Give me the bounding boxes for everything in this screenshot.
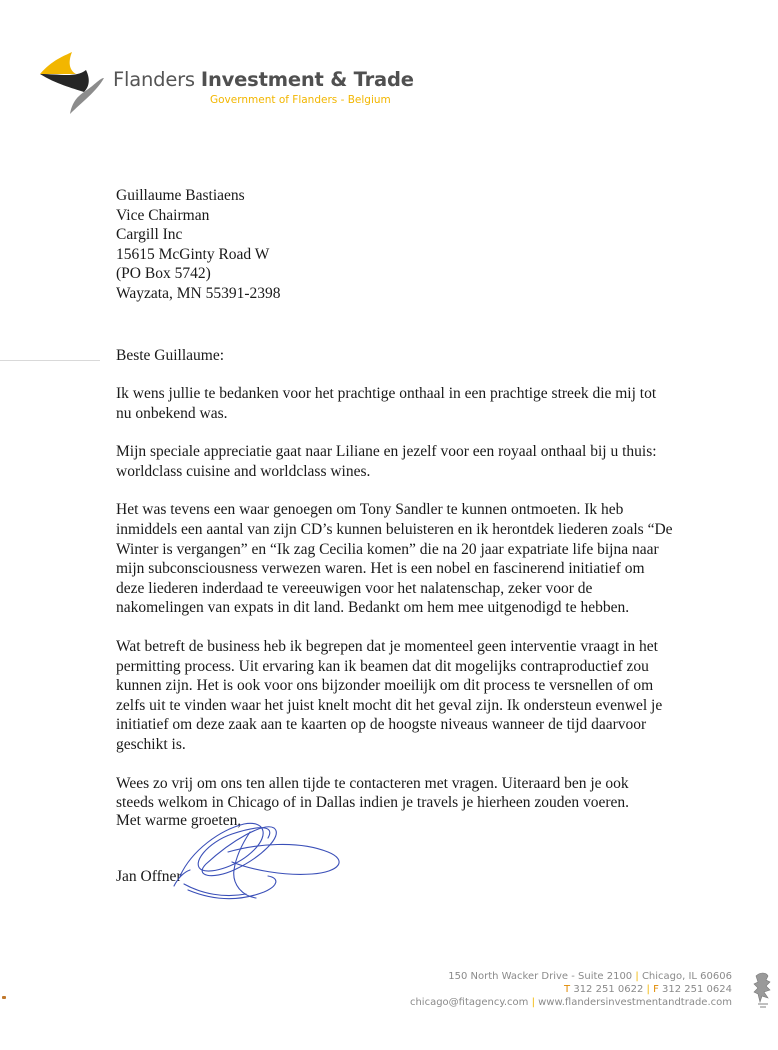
- body-line: permitting process. Uit ervaring kan ik beamen dat dit mogelijks contraproductief zou: [116, 657, 649, 675]
- body-line: Het was tevens een waar genoegen om Tony Sandler te kunnen ontmoeten. Ik heb: [116, 501, 624, 519]
- phone-label: T: [564, 984, 571, 995]
- closing: Met warme groeten,: [116, 812, 242, 829]
- footer-contact: [410, 970, 732, 1009]
- footer-street: 150 North Wacker Drive - Suite 2100: [448, 971, 633, 982]
- footer-email: chicago@fitagency.com: [409, 997, 529, 1008]
- salutation: Beste Guillaume:: [116, 347, 225, 364]
- fold-mark: [0, 360, 100, 361]
- handwritten-signature: [172, 812, 352, 917]
- paper-mark: [2, 996, 6, 999]
- footer-city: Chicago, IL 60606: [641, 971, 732, 982]
- paragraph: [116, 500, 716, 618]
- paragraph: [116, 442, 716, 481]
- body-line: Winter is vergangen” en “Ik zag Cecilia komen” die na 20 jaar expatriate life bijna naar: [116, 540, 659, 558]
- recipient-name: Guillaume Bastiaens: [116, 187, 245, 204]
- body-line: Wat betreft de business heb ik begrepen dat je momenteel geen interventie vraagt in het: [116, 637, 658, 655]
- body-line: nakomelingen van expats in dit land. Bedankt om hem mee uitgenodigd te hebben.: [116, 599, 630, 617]
- footer-website: www.flandersinvestmentandtrade.com: [538, 997, 732, 1008]
- body-line: mijn subconsciousness verwezen waren. Het is een nobel en fascinerend initiatief om: [116, 560, 645, 578]
- signer-name: Jan Offner: [116, 868, 182, 885]
- body-line: worldclass cuisine and worldclass wines.: [116, 462, 371, 480]
- recipient-city: Wayzata, MN 55391-2398: [116, 284, 281, 302]
- recipient-po-box: (PO Box 5742): [116, 265, 211, 282]
- footer-separator: |: [531, 997, 535, 1008]
- body-line: nu onbekend was.: [116, 404, 228, 422]
- fax-label: F: [653, 984, 659, 995]
- body-line: Mijn speciale appreciatie gaat naar Liliane en jezelf voor een royaal onthaal bij u thuis:: [116, 443, 657, 461]
- footer-address-line: [410, 970, 732, 983]
- recipient-street: 15615 McGinty Road W: [116, 245, 270, 263]
- footer-fax: 312 251 0624: [662, 984, 732, 995]
- recipient-company: Cargill Inc: [116, 226, 183, 243]
- body-line: geschikt is.: [116, 735, 186, 753]
- footer-separator: |: [635, 971, 639, 982]
- body-line: steeds welkom in Chicago of in Dallas indien je travels je hierheen zouden voeren.: [116, 794, 630, 812]
- body-line: Wees zo vrij om ons ten allen tijde te contacteren met vragen. Uiteraard ben je ook: [116, 774, 629, 792]
- letter-body: [116, 384, 716, 832]
- footer-phone-line: [410, 983, 732, 996]
- body-line: Ik wens jullie te bedanken voor het prachtige onthaal in een prachtige streek die mij tot: [116, 385, 657, 402]
- body-line: zelfs uit te vinden waar het juist knelt mocht dit het geval zijn. Ik ondersteun evenwel je: [116, 696, 663, 714]
- org-name: [113, 68, 414, 91]
- body-line: initiatief om deze zaak aan te kaarten op de hoogste niveaus wanneer de tijd daarvoor: [116, 716, 647, 734]
- fit-logo: [38, 44, 108, 116]
- paragraph: [116, 774, 716, 813]
- footer-separator: |: [646, 984, 650, 995]
- body-line: deze liederen inderdaad te vereeuwigen voor het nalatenschap, zeker voor de: [116, 579, 593, 597]
- recipient-title: Vice Chairman: [116, 206, 210, 224]
- org-name-regular: Flanders: [113, 68, 195, 91]
- body-line: kunnen zijn. Het is ook voor ons bijzonder moeilijk om dit process te versnellen of om: [116, 677, 654, 695]
- paragraph: [116, 384, 716, 423]
- body-line: inmiddels een aantal van zijn CD’s kunnen beluisteren en ik herontdek liederen zoals “De: [116, 520, 673, 538]
- flemish-lion-icon: [752, 970, 774, 1010]
- footer-web-line: [410, 996, 732, 1009]
- org-name-bold: Investment & Trade: [200, 68, 414, 91]
- footer-phone: 312 251 0622: [573, 984, 644, 995]
- paragraph: [116, 637, 716, 755]
- recipient-address: [116, 186, 280, 303]
- org-subtitle: Government of Flanders - Belgium: [210, 94, 391, 106]
